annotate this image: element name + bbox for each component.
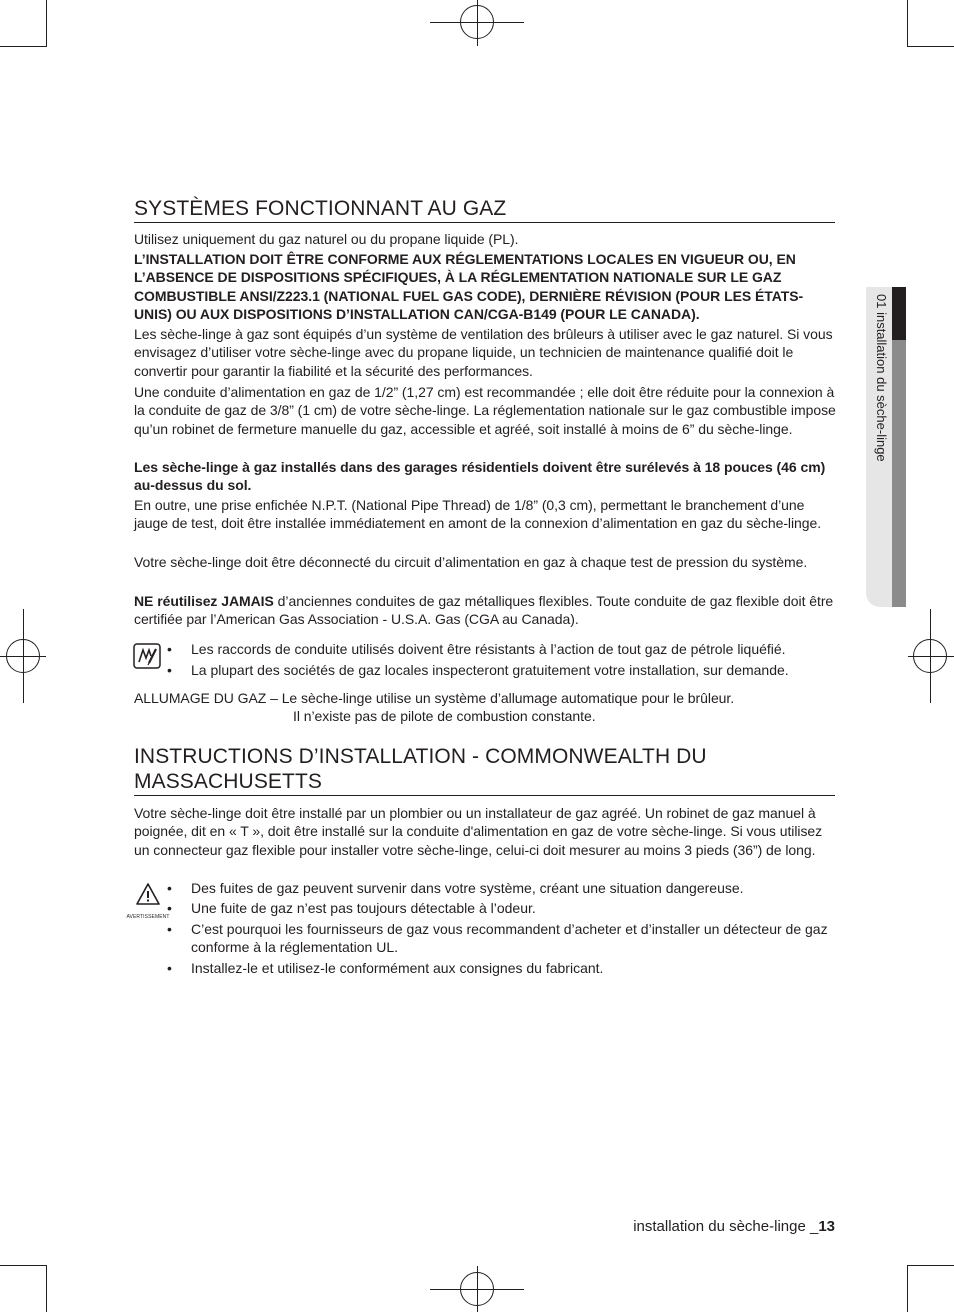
chapter-tab-bar xyxy=(892,340,906,607)
note-icon xyxy=(133,643,161,674)
paragraph-flexible-lines xyxy=(134,592,836,629)
flexible-lines-text: d’anciennes conduites de gaz métalliques flexibles. Toute conduite de gaz flexible doit être certifiée par l’American Gas Association - U.S.A. Gas (CGA au Canada). xyxy=(134,593,834,628)
ignition-label: ALLUMAGE DU GAZ xyxy=(134,690,267,706)
ignition-text: – Le sèche-linge utilise un système d’allumage automatique pour le brûleur. xyxy=(266,690,735,706)
footer-text: installation du sèche-linge _ xyxy=(633,1218,819,1235)
note-item: • Les raccords de conduite utilisés doivent être résistants à l’action de tout gaz de pétrole liquéfié. xyxy=(167,641,786,657)
note-item: • La plupart des sociétés de gaz locales inspecteront gratuitement votre installation, sur demande. xyxy=(167,662,789,678)
paragraph-plumber: Votre sèche-linge doit être installé par un plombier ou un installateur de gaz agréé. Un robinet de gaz manuel à poignée, dit en « T », doit être installé sur la conduite d'alimentation en gaz de votre sèche-linge. Si vous utilisez un connecteur gaz flexible pour installer votre sèche-linge, celui-ci doit mesurer au moins 3 pieds (36”) de long. xyxy=(134,805,823,858)
section-title-massachusetts: INSTRUCTIONS D’INSTALLATION - COMMONWEALTH DU MASSACHUSETTS xyxy=(134,744,835,796)
warning-item: • Installez-le et utilisez-le conformément aux consignes du fabricant. xyxy=(167,960,604,976)
paragraph-ignition-line2: Il n’existe pas de pilote de combustion constante. xyxy=(293,708,596,724)
paragraph-supply-line: Une conduite d’alimentation en gaz de 1/2” (1,27 cm) est recommandée ; elle doit être réduite pour la connexion à la conduite de gaz de 3/8” (1 cm) de votre sèche-linge. La réglementation nationale sur le gaz combustible impose qu’un robinet de fermeture manuelle du gaz, accessible et agréé, soit installé à moins de 6” du sèche-linge. xyxy=(134,384,836,437)
page-number: 13 xyxy=(818,1218,835,1235)
paragraph-regulations: L’INSTALLATION DOIT ÊTRE CONFORME AUX RÉGLEMENTATIONS LOCALES EN VIGUEUR OU, EN L’ABSENCE DE DISPOSITIONS SPÉCIFIQUES, À LA RÉGLEMENTATION NATIONALE SUR LE GAZ COMBUSTIBLE ANSI/Z223.1 (NATIONAL FUEL GAS CODE), DERNIÈRE RÉVISION (POUR LES ÉTATS-UNIS) OU AUX DISPOSITIONS D’INSTALLATION CAN/CGA-B149 (POUR LE CANADA). xyxy=(134,251,804,322)
paragraph-gas-type: Utilisez uniquement du gaz naturel ou du propane liquide (PL). xyxy=(134,231,519,247)
chapter-tab-label: 01 installation du sèche-linge xyxy=(874,294,889,462)
page-footer xyxy=(633,1218,835,1235)
paragraph-ignition xyxy=(134,689,836,707)
warning-item: • C’est pourquoi les fournisseurs de gaz vous recommandent d’acheter et d’installer un détecteur de gaz conforme à la réglementation UL. xyxy=(167,921,828,956)
chapter-tab-marker xyxy=(892,287,906,340)
warning-item: • Des fuites de gaz peuvent survenir dans votre système, créant une situation dangereuse. xyxy=(167,880,744,896)
warning-item: • Une fuite de gaz n’est pas toujours détectable à l’odeur. xyxy=(167,900,536,916)
never-reuse-label: NE réutilisez JAMAIS xyxy=(134,593,274,609)
paragraph-ventilation: Les sèche-linge à gaz sont équipés d’un système de ventilation des brûleurs à utiliser avec le gaz naturel. Si vous envisagez d’utiliser votre sèche-linge avec du propane liquide, un technicien de maintenance qualifié doit le convertir pour garantir la fiabilité et la sécurité des performances. xyxy=(134,326,833,379)
warning-label: AVERTISSEMENT xyxy=(126,914,170,920)
warning-icon xyxy=(126,882,170,920)
paragraph-npt-plug: En outre, une prise enfichée N.P.T. (National Pipe Thread) de 1/8” (0,3 cm), permettant le branchement d’une jauge de test, doit être installée immédiatement en amont de la connexion d’alimentation en gaz du sèche-linge. xyxy=(134,497,822,532)
section-title-gas-systems: SYSTÈMES FONCTIONNANT AU GAZ xyxy=(134,196,835,223)
paragraph-garage: Les sèche-linge à gaz installés dans des garages résidentiels doivent être surélevés à 18 pouces (46 cm) au-dessus du sol. xyxy=(134,459,826,494)
paragraph-pressure-test: Votre sèche-linge doit être déconnecté du circuit d’alimentation en gaz à chaque test de pression du système. xyxy=(134,554,808,570)
